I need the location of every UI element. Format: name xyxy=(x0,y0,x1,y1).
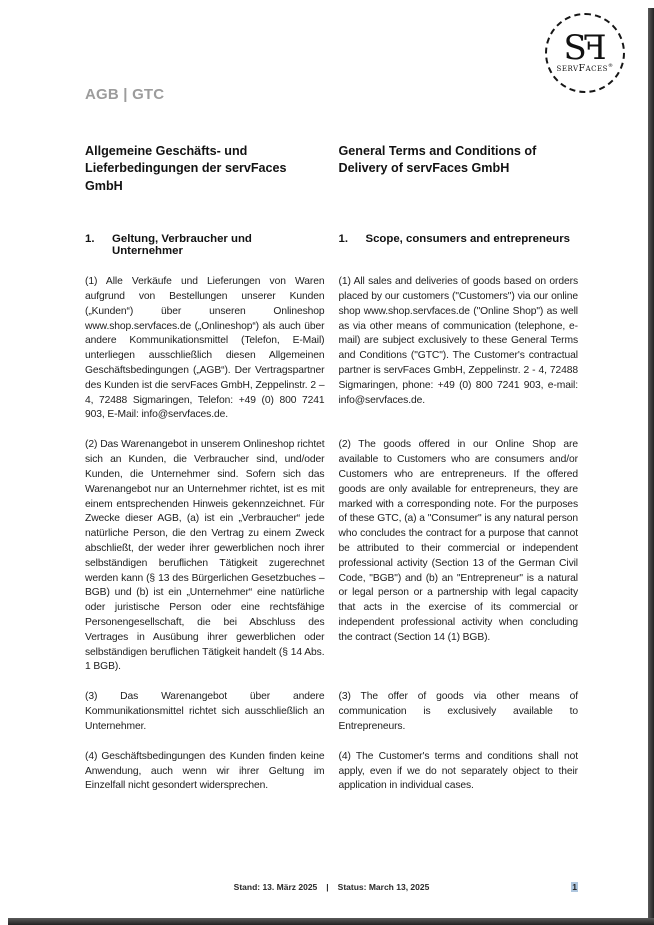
paragraphs-grid xyxy=(85,275,578,794)
title-german: Allgemeine Geschäfts- und Lieferbedingungen der servFaces GmbH xyxy=(85,144,287,193)
section-title-de: Geltung, Verbraucher und Unternehmer xyxy=(112,233,252,258)
page-shadow-bottom xyxy=(8,918,654,925)
paragraph-de-1: (1) Alle Verkäufe und Lieferungen von Waren aufgrund von Bestellungen unserer Kunden („Kunden“) über unseren Onlineshop www.shop.servfaces.de („Onlineshop“) als auch über andere Kommunikationsmittel (Telefon, E-Mail) unterliegen ausschließlich diesen Allgemeinen Geschäftsbedingungen („AGB“). Der Vertragspartner des Kunden ist die servFaces GmbH, Zeppelinstr. 2 – 4, 72488 Sigmaringen, Telefon: +49 (0) 800 7241 903, E-Mail: info@servfaces.de. xyxy=(85,276,325,421)
title-row xyxy=(85,143,578,195)
paragraph-en-3: (3) The offer of goods via other means of communication is exclusively available to Entrepreneurs. xyxy=(338,691,578,732)
paragraph-en-4: (4) The Customer's terms and conditions shall not apply, even if we do not separately object to their application in individual cases. xyxy=(338,750,578,792)
section-heading-german xyxy=(85,233,325,257)
page-number: 1 xyxy=(572,882,577,892)
logo-wordmark-text: servFaces xyxy=(556,63,608,75)
page-content xyxy=(85,86,578,794)
title-english: General Terms and Conditions of Delivery of servFaces GmbH xyxy=(338,144,537,176)
logo-monogram xyxy=(563,27,607,68)
footer-status-en: Status: March 13, 2025 xyxy=(337,882,430,892)
footer-divider: | xyxy=(326,882,329,892)
footer-status-line xyxy=(85,882,578,892)
section-number-en: 1. xyxy=(338,233,348,246)
paragraph-en-2: (2) The goods offered in our Online Shop are available to Customers who are consumers and/or Customers who are entrepreneurs. If the offered goods are only available for entrepreneurs, they are marked with a corresponding note. For the purposes of these GTC, (a) a "Consumer" is any natural person who concludes the contract for a purpose that cannot be attributed to their commercial or independent professional activity (Section 13 of the German Civil Code, "BGB") and (b) an "Entrepreneur" is a natural or legal person or a partnership with legal capacity that acts in the exercise of its commercial or independent professional activity when concluding the contract (Section 14 (1) BGB). xyxy=(338,439,578,643)
section-title-en: Scope, consumers and entrepreneurs xyxy=(365,233,570,246)
logo-letter-s: S xyxy=(563,27,585,68)
paragraph-de-2: (2) Das Warenangebot in unserem Onlineshop richtet sich an Kunden, die Verbraucher sind, und/oder Kunden, die Unternehmer sind. Sofern sich das Warenangebot nur an Unternehmer richtet, ist es mit einem entsprechenden Hinweis gekennzeichnet. Für Zwecke dieser AGB, (a) ist ein „Verbraucher“ jede natürliche Person, die den Vertrag zu einem Zweck abschließt, der weder ihrer gewerblichen noch ihrer selbständigen beruflichen Tätigkeit zugerechnet werden kann (§ 13 des Bürgerlichen Gesetzbuches – BGB) und (b) ist ein „Unternehmer“ eine natürliche oder juristische Person oder eine rechtsfähige Personengesellschaft, die bei Abschluss des Vertrages in Ausübung ihrer gewerblichen oder selbständigen beruflichen Tätigkeit handelt (§ 14 Abs. 1 BGB). xyxy=(85,439,325,673)
logo-ring-icon xyxy=(545,13,625,93)
doc-label: AGB | GTC xyxy=(85,86,165,103)
registered-trademark-symbol: ® xyxy=(607,62,614,69)
footer-status-de: Stand: 13. März 2025 xyxy=(233,882,318,892)
servfaces-logo xyxy=(545,13,625,93)
paragraph-de-4: (4) Geschäftsbedingungen des Kunden finden keine Anwendung, auch wenn wir ihrer Geltung im Einzelfall nicht gesondert widersprechen. xyxy=(85,750,325,792)
section-number-de: 1. xyxy=(85,233,95,246)
page-shadow-right xyxy=(648,8,654,925)
section-heading-row xyxy=(85,233,578,257)
logo-letter-f-mirrored: F xyxy=(584,27,607,68)
paragraph-de-3: (3) Das Warenangebot über andere Kommunikationsmittel richtet sich ausschließlich an Unternehmer. xyxy=(85,691,325,732)
paragraph-en-1: (1) All sales and deliveries of goods based on orders placed by our customers ("Customers") via our online shop www.shop.servfaces.de ("Online Shop") as well as via other means of communication (telephone, e-mail) are subject exclusively to these General Terms and Conditions ("GTC"). The Customer's contractual partner is servFaces GmbH, Zeppelinstr. 2 - 4, 72488 Sigmaringen, phone: +49 (0) 800 7241 903, e-mail: info@servfaces.de. xyxy=(338,276,578,406)
page-footer xyxy=(85,882,578,892)
section-heading-english xyxy=(339,233,579,257)
